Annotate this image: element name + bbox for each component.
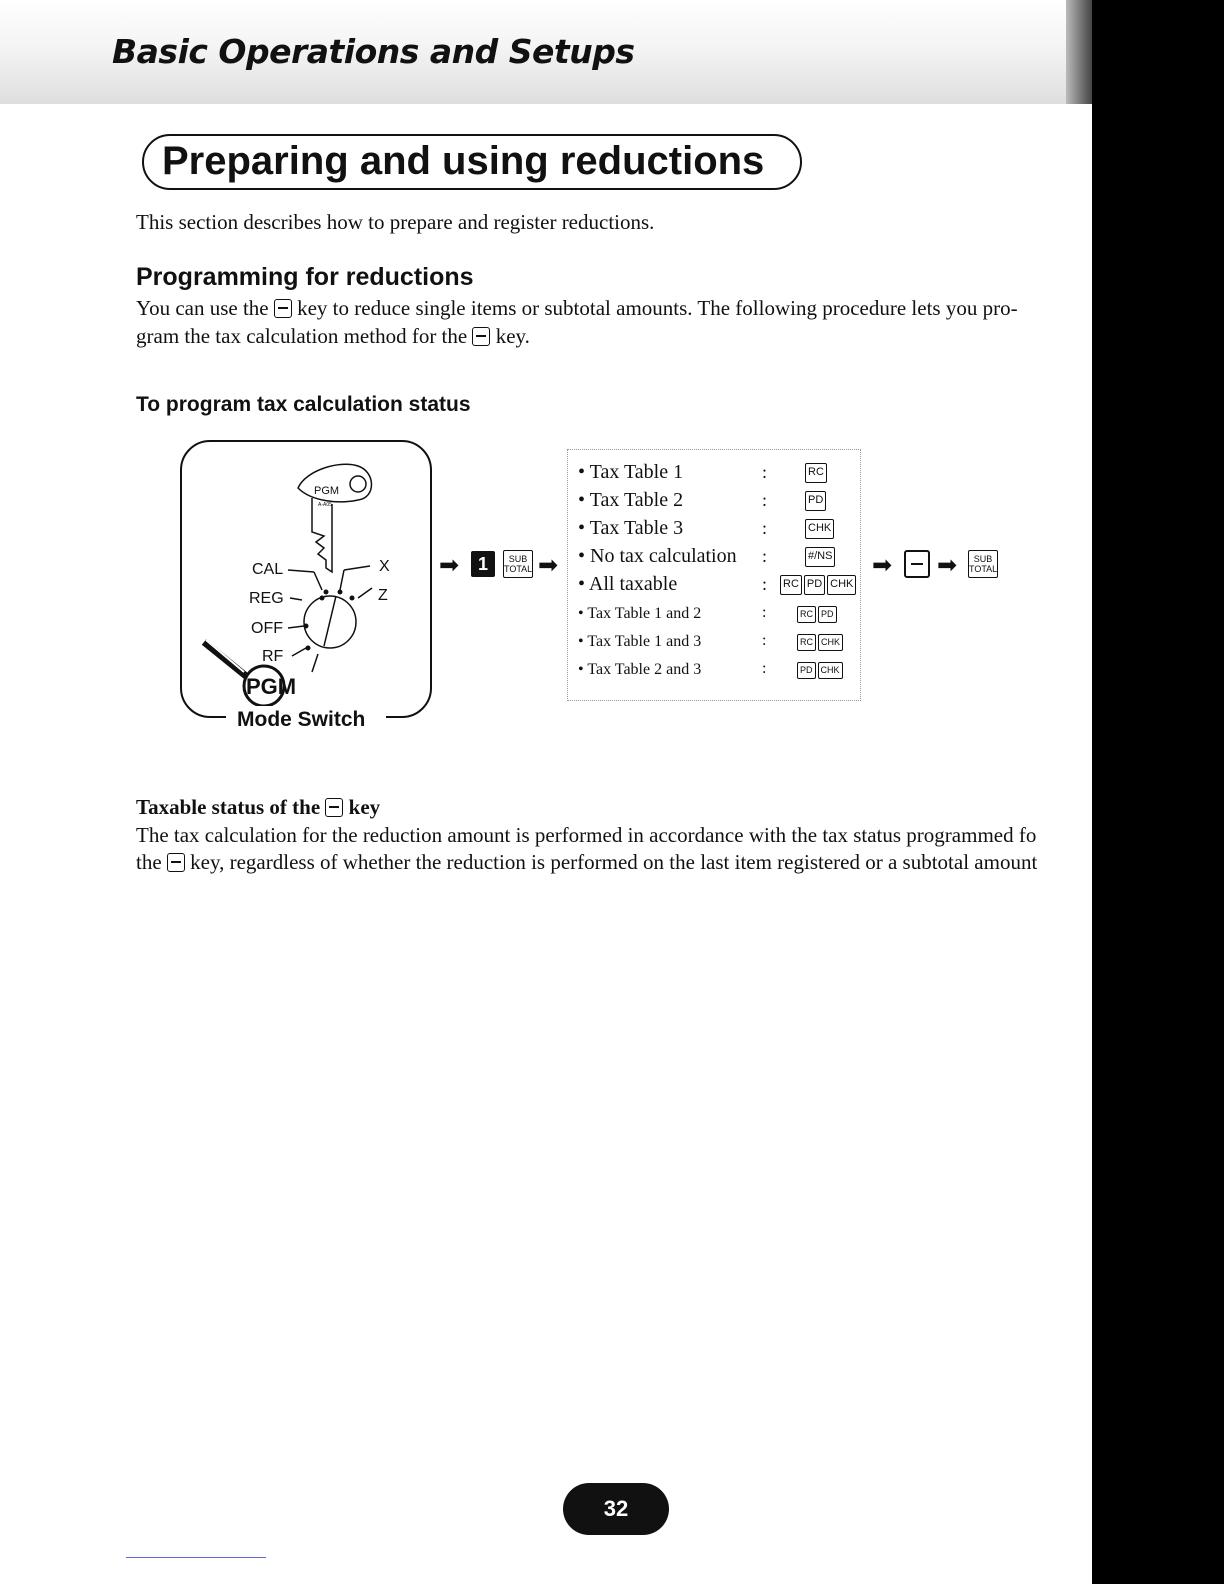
taxable-line-2-start: the xyxy=(136,850,162,874)
taxable-line-2-end: key, regardless of whether the reduction is performed on the last item registered or a subtotal amount xyxy=(190,850,1038,874)
option-label-tax-1-3: • Tax Table 1 and 3 xyxy=(578,633,702,650)
taxable-line-2 xyxy=(136,848,1037,876)
section-title: Preparing and using reductions xyxy=(162,139,765,183)
minus-key-icon xyxy=(167,853,185,872)
option-colon: : xyxy=(762,604,767,621)
mode-key-small-label: A-A05 xyxy=(318,502,332,508)
option-label-all-taxable: • All taxable xyxy=(578,573,678,595)
mode-pos-x: X xyxy=(379,558,390,575)
header-title: Basic Operations and Setups xyxy=(112,32,635,71)
mode-dial-icon xyxy=(288,566,372,672)
chk-key-icon: CHK xyxy=(805,519,834,539)
minus-key-icon xyxy=(472,327,490,346)
subtotal-key-line-2: TOTAL xyxy=(504,564,533,574)
taxable-heading-start: Taxable status of the xyxy=(136,795,321,819)
option-label-no-tax: • No tax calculation xyxy=(578,545,737,567)
option-keys-tax-table-2 xyxy=(805,491,826,511)
arrow-right-icon: ➡ xyxy=(538,551,559,579)
programming-heading: Programming for reductions xyxy=(136,263,474,291)
pd-key-icon: PD xyxy=(818,606,837,623)
programming-line-2-start: gram the tax calculation method for the xyxy=(136,324,468,348)
option-keys-tax-table-3 xyxy=(805,519,834,539)
arrow-right-icon: ➡ xyxy=(872,551,893,579)
programming-line-1 xyxy=(136,294,1018,322)
mode-pos-z: Z xyxy=(378,587,388,604)
option-keys-tax-1-3 xyxy=(797,634,843,651)
option-keys-no-tax xyxy=(805,547,835,567)
mode-switch-label: Mode Switch xyxy=(237,708,366,731)
taxable-heading-end: key xyxy=(348,795,381,819)
arrow-right-icon: ➡ xyxy=(937,551,958,579)
rc-key-icon: RC xyxy=(780,575,802,595)
no-sale-key-icon: #/NS xyxy=(805,547,835,567)
option-keys-all-taxable xyxy=(780,575,856,595)
taxable-status-heading xyxy=(136,795,380,820)
arrow-right-icon: ➡ xyxy=(439,551,460,579)
mode-pos-reg: REG xyxy=(249,590,284,607)
option-keys-tax-table-1 xyxy=(805,463,827,483)
option-label-tax-table-2: • Tax Table 2 xyxy=(578,489,684,511)
mode-pos-rf: RF xyxy=(262,648,284,665)
minus-key-icon xyxy=(274,299,292,318)
subtotal-key-line-1: SUB xyxy=(973,554,993,564)
option-colon: : xyxy=(762,546,768,566)
chk-key-icon: CHK xyxy=(827,575,856,595)
subtotal-key-line-2: TOTAL xyxy=(969,564,998,574)
minus-key-icon xyxy=(325,798,343,817)
subtotal-key-line-1: SUB xyxy=(508,554,528,564)
option-colon: : xyxy=(762,462,768,482)
taxable-line-1: The tax calculation for the reduction amount is performed in accordance with the tax status programmed fo xyxy=(136,823,1037,847)
option-label-tax-table-1: • Tax Table 1 xyxy=(578,461,684,483)
procedure-heading: To program tax calculation status xyxy=(136,393,471,416)
chk-key-icon: CHK xyxy=(818,634,843,651)
page-number: 32 xyxy=(563,1483,669,1535)
option-colon: : xyxy=(762,518,768,538)
page-edge-shadow xyxy=(1066,0,1092,104)
subtotal-key-icon xyxy=(968,550,998,578)
section-intro: This section describes how to prepare and register reductions. xyxy=(136,210,655,234)
mode-pos-off: OFF xyxy=(251,620,283,637)
option-label-tax-2-3: • Tax Table 2 and 3 xyxy=(578,661,702,678)
subtotal-key-icon xyxy=(503,550,533,578)
mode-key-icon xyxy=(298,464,372,572)
footer-rule xyxy=(126,1557,266,1558)
programming-line-2 xyxy=(136,322,530,350)
option-label-tax-table-3: • Tax Table 3 xyxy=(578,517,684,539)
mode-pos-pgm: PGM xyxy=(246,674,297,699)
numeric-key-1: 1 xyxy=(471,551,495,577)
option-keys-tax-2-3 xyxy=(797,662,843,679)
page-edge-black-bar-overlay xyxy=(1092,0,1224,1584)
programming-line-1-end: key to reduce single items or subtotal amounts. The following procedure lets you pro- xyxy=(297,296,1018,320)
programming-line-1-start: You can use the xyxy=(136,296,269,320)
rc-key-icon: RC xyxy=(797,634,816,651)
option-colon: : xyxy=(762,490,768,510)
mode-switch-illustration xyxy=(180,440,432,718)
rc-key-icon: RC xyxy=(805,463,827,483)
option-colon: : xyxy=(762,632,767,649)
option-colon: : xyxy=(762,660,767,677)
rc-key-icon: RC xyxy=(797,606,816,623)
option-colon: : xyxy=(762,574,768,594)
option-keys-tax-1-2 xyxy=(797,606,837,623)
pd-key-icon: PD xyxy=(804,575,825,595)
pd-key-icon: PD xyxy=(797,662,816,679)
mode-pos-cal: CAL xyxy=(252,561,284,578)
mode-key-label: PGM xyxy=(314,485,340,497)
option-label-tax-1-2: • Tax Table 1 and 2 xyxy=(578,605,702,622)
minus-key-icon xyxy=(904,550,930,578)
pd-key-icon: PD xyxy=(805,491,826,511)
chk-key-icon: CHK xyxy=(818,662,843,679)
programming-line-2-end: key. xyxy=(495,324,530,348)
